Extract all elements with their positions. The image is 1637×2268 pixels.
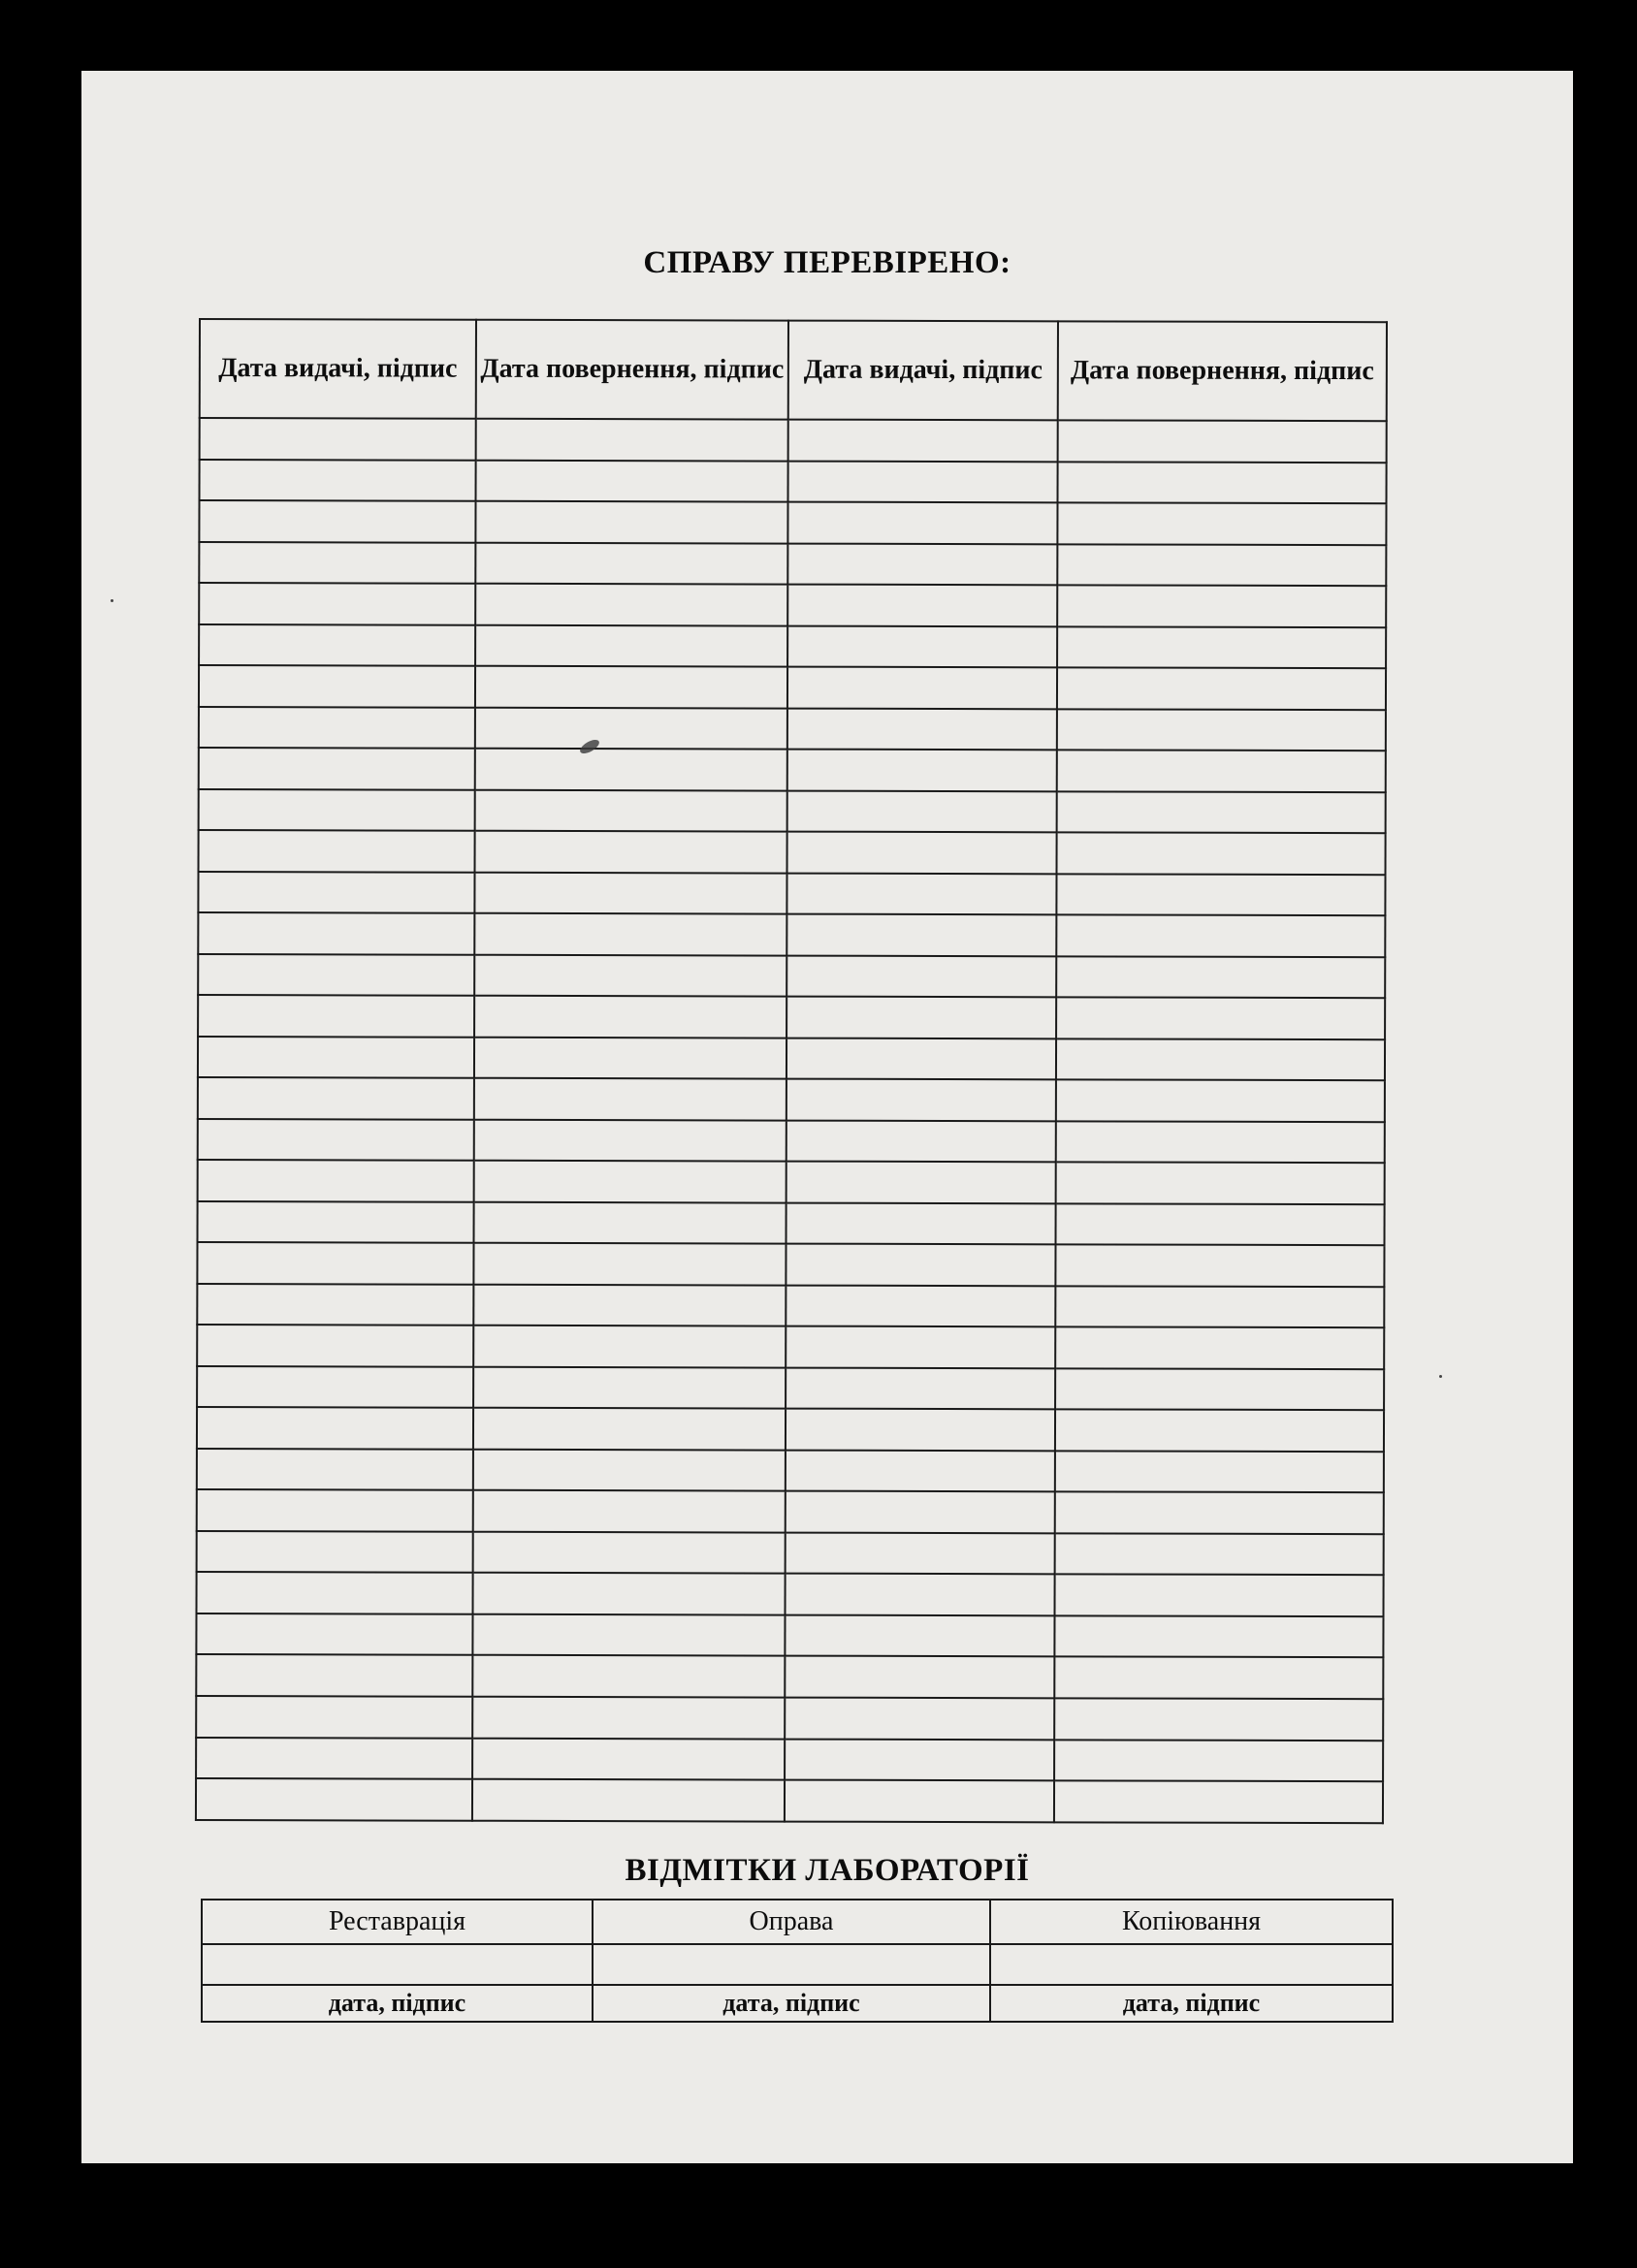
checkout-cell	[475, 501, 787, 543]
checkout-cell	[474, 872, 786, 913]
checkout-cell	[199, 748, 475, 789]
checkout-cell	[1054, 1657, 1383, 1699]
checkout-table-row	[197, 1325, 1384, 1369]
checkout-cell	[787, 543, 1057, 585]
checkout-table-row	[198, 912, 1385, 957]
checkout-table-row	[198, 995, 1385, 1039]
checkout-cell	[788, 420, 1058, 462]
checkout-cell	[475, 789, 787, 831]
checkout-cell	[785, 1739, 1054, 1780]
checkout-cell	[786, 873, 1056, 914]
checkout-cell	[786, 1450, 1055, 1491]
checkout-table-row	[196, 1696, 1383, 1741]
checkout-cell	[1058, 462, 1387, 503]
checkout-cell	[198, 1119, 474, 1161]
checkout-cell	[198, 1201, 474, 1243]
checkout-table-row	[197, 1489, 1384, 1534]
header-issue-date-1: Дата видачі, підпис	[200, 319, 476, 419]
checkout-cell	[1055, 1245, 1384, 1287]
checkout-table-row	[197, 1531, 1384, 1576]
checkout-cell	[198, 1077, 474, 1119]
checkout-table-row	[199, 789, 1386, 834]
checkout-cell	[786, 1367, 1055, 1409]
checkout-table-row	[198, 1160, 1385, 1204]
checkout-cell	[787, 667, 1057, 709]
checkout-cell	[198, 1160, 474, 1201]
checkout-cell	[1057, 750, 1386, 791]
checkout-cell	[1056, 998, 1385, 1039]
lab-blank-row	[202, 1944, 1393, 1985]
checkout-table-row	[198, 954, 1385, 999]
checkout-table-row	[200, 418, 1387, 463]
checkout-cell	[1057, 667, 1386, 709]
checkout-cell	[786, 955, 1056, 997]
checkout-cell	[1057, 502, 1386, 544]
checkout-cell	[1054, 1698, 1383, 1740]
checkout-cell	[786, 1533, 1055, 1575]
checkout-cell	[473, 1326, 786, 1367]
checkout-cell	[1054, 1615, 1383, 1657]
lab-cell	[990, 1944, 1393, 1985]
checkout-cell	[787, 708, 1057, 750]
checkout-cell	[785, 1780, 1054, 1823]
checkout-table-row	[198, 1077, 1385, 1122]
checkout-cell	[787, 625, 1057, 667]
document-page	[81, 71, 1573, 2163]
checkout-cell	[1054, 1575, 1383, 1616]
checkout-cell	[1055, 1368, 1384, 1410]
checkout-cell	[472, 1779, 785, 1822]
checkout-cell	[1056, 956, 1385, 998]
checkout-cell	[786, 1120, 1056, 1162]
checkout-cell	[473, 1450, 786, 1491]
header-return-date-2: Дата повернення, підпис	[1058, 321, 1387, 421]
checkout-cell	[788, 461, 1058, 502]
checkout-cell	[473, 1285, 786, 1326]
checkout-cell	[786, 1202, 1056, 1244]
checkout-table-row	[200, 460, 1387, 504]
checkout-cell	[786, 997, 1056, 1038]
checkout-cell	[197, 1407, 473, 1449]
checkout-cell	[1057, 626, 1386, 668]
checkout-cell	[473, 1408, 786, 1450]
checkout-table-row	[197, 1407, 1384, 1452]
checkout-table-body	[196, 418, 1387, 1823]
checkout-cell	[198, 1037, 474, 1078]
checkout-cell	[786, 1038, 1056, 1079]
header-issue-date-2: Дата видачі, підпис	[788, 321, 1058, 421]
checkout-table-row	[199, 707, 1386, 751]
lab-marks-table	[201, 1899, 1394, 2023]
checkout-cell	[197, 1366, 473, 1408]
checkout-table-row	[199, 665, 1386, 710]
checkout-cell	[197, 1284, 473, 1326]
checkout-cell	[1055, 1492, 1384, 1534]
checkout-cell	[197, 1572, 473, 1613]
checkout-table	[195, 318, 1388, 1824]
checkout-cell	[474, 954, 786, 996]
checkout-cell	[1056, 874, 1385, 915]
checkout-cell	[198, 912, 474, 954]
checkout-cell	[1055, 1533, 1384, 1575]
checkout-cell	[199, 500, 475, 542]
lab-col-copying: Копіювання	[990, 1900, 1393, 1944]
checkout-cell	[475, 624, 787, 666]
checkout-cell	[785, 1615, 1054, 1657]
checkout-cell	[1056, 1203, 1385, 1245]
checkout-cell	[787, 790, 1057, 832]
checkout-table-header-row	[200, 319, 1387, 421]
checkout-cell	[1057, 791, 1386, 833]
checkout-cell	[785, 1656, 1054, 1698]
checkout-cell	[197, 1325, 473, 1366]
checkout-cell	[473, 1367, 786, 1409]
checkout-cell	[786, 914, 1056, 956]
lab-cell	[593, 1944, 990, 1985]
lab-header-row	[202, 1900, 1393, 1944]
checkout-cell	[474, 1161, 786, 1202]
checkout-cell	[1055, 1286, 1384, 1327]
checkout-cell	[196, 1737, 472, 1778]
lab-section-title: ВІДМІТКИ ЛАБОРАТОРІЇ	[625, 1853, 1030, 1888]
checkout-table-row	[196, 1654, 1383, 1699]
checkout-cell	[199, 830, 475, 872]
lab-footer-copying: дата, підпис	[990, 1985, 1393, 2022]
checkout-cell	[786, 1285, 1055, 1326]
checkout-table-row	[197, 1242, 1384, 1287]
checkout-table-row	[196, 1737, 1383, 1781]
checkout-table-row	[199, 500, 1386, 545]
checkout-table-row	[196, 1613, 1383, 1658]
checkout-table-row	[199, 748, 1386, 792]
checkout-cell	[1055, 1327, 1384, 1369]
checkout-cell	[199, 665, 475, 707]
checkout-cell	[200, 418, 476, 460]
checkout-cell	[200, 460, 476, 501]
checkout-cell	[199, 707, 475, 749]
checkout-cell	[473, 1243, 786, 1285]
checkout-cell	[472, 1738, 785, 1779]
checkout-cell	[786, 1162, 1056, 1203]
lab-footer-row	[202, 1985, 1393, 2022]
checkout-cell	[474, 1037, 786, 1078]
lab-footer-restoration: дата, підпис	[202, 1985, 593, 2022]
speck	[111, 599, 113, 602]
checkout-cell	[197, 1449, 473, 1490]
lab-cell	[202, 1944, 593, 1985]
checkout-cell	[196, 1654, 472, 1696]
checkout-cell	[198, 954, 474, 996]
checkout-cell	[196, 1696, 472, 1738]
checkout-cell	[785, 1698, 1054, 1740]
checkout-cell	[1056, 1080, 1385, 1122]
checkout-cell	[198, 872, 474, 913]
checkout-cell	[472, 1655, 785, 1697]
checkout-cell	[1057, 709, 1386, 751]
checkout-table-row	[199, 830, 1386, 875]
checkout-table-row	[198, 1119, 1385, 1164]
checkout-cell	[474, 913, 786, 955]
checkout-table-row	[198, 872, 1385, 916]
checkout-cell	[476, 460, 788, 501]
checkout-cell	[787, 750, 1057, 791]
checkout-cell	[787, 832, 1057, 874]
checkout-cell	[1056, 1121, 1385, 1163]
header-return-date-1: Дата повернення, підпис	[476, 320, 788, 420]
checkout-cell	[474, 996, 786, 1038]
checkout-table-row	[197, 1572, 1384, 1616]
checkout-cell	[786, 1409, 1055, 1451]
checkout-cell	[474, 1078, 786, 1120]
checkout-cell	[1058, 420, 1387, 462]
checkout-cell	[1056, 1163, 1385, 1204]
checkout-table-row	[198, 1037, 1385, 1081]
checkout-cell	[474, 1120, 786, 1162]
checkout-cell	[198, 995, 474, 1037]
checkout-cell	[196, 1778, 472, 1821]
checkout-cell	[786, 1244, 1055, 1286]
checkout-cell	[475, 666, 787, 708]
checkout-cell	[199, 624, 475, 666]
checkout-table-row	[197, 1449, 1384, 1493]
checkout-table-row	[199, 542, 1386, 587]
checkout-cell	[472, 1697, 785, 1739]
checkout-cell	[473, 1532, 786, 1574]
checkout-cell	[472, 1614, 785, 1656]
checkout-cell	[1054, 1780, 1383, 1823]
checkout-cell	[199, 542, 475, 584]
checkout-cell	[476, 419, 788, 461]
checkout-cell	[475, 749, 787, 790]
checkout-cell	[475, 707, 787, 749]
checkout-table-row	[198, 1201, 1385, 1246]
checkout-table-row	[196, 1778, 1383, 1823]
checkout-cell	[475, 542, 787, 584]
checkout-table-row	[197, 1366, 1384, 1411]
checkout-cell	[196, 1613, 472, 1655]
checkout-cell	[1055, 1451, 1384, 1492]
checkout-cell	[786, 1326, 1055, 1368]
checkout-cell	[1056, 1038, 1385, 1080]
lab-col-restoration: Реставрація	[202, 1900, 593, 1944]
checkout-cell	[197, 1242, 473, 1284]
checkout-cell	[199, 583, 475, 624]
checkout-cell	[474, 1202, 786, 1244]
checkout-cell	[786, 1491, 1055, 1533]
lab-footer-binding: дата, підпис	[593, 1985, 990, 2022]
checkout-table-row	[199, 624, 1386, 669]
checkout-cell	[1057, 832, 1386, 874]
checkout-table-row	[199, 583, 1386, 627]
checkout-cell	[475, 584, 787, 625]
checkout-cell	[787, 585, 1057, 626]
checkout-table-row	[197, 1284, 1384, 1328]
checkout-cell	[786, 1079, 1056, 1121]
checkout-cell	[1054, 1740, 1383, 1781]
checkout-cell	[1055, 1410, 1384, 1452]
checkout-cell	[197, 1489, 473, 1531]
speck	[1439, 1375, 1442, 1378]
lab-col-binding: Оправа	[593, 1900, 990, 1944]
page-title: СПРАВУ ПЕРЕВІРЕНО:	[643, 245, 1011, 280]
checkout-cell	[197, 1531, 473, 1573]
checkout-cell	[1057, 585, 1386, 626]
checkout-cell	[786, 1574, 1055, 1615]
checkout-cell	[787, 502, 1057, 544]
checkout-cell	[475, 831, 787, 873]
checkout-cell	[199, 789, 475, 831]
checkout-cell	[1056, 915, 1385, 957]
checkout-cell	[473, 1490, 786, 1532]
checkout-cell	[1057, 544, 1386, 586]
checkout-cell	[473, 1573, 786, 1614]
